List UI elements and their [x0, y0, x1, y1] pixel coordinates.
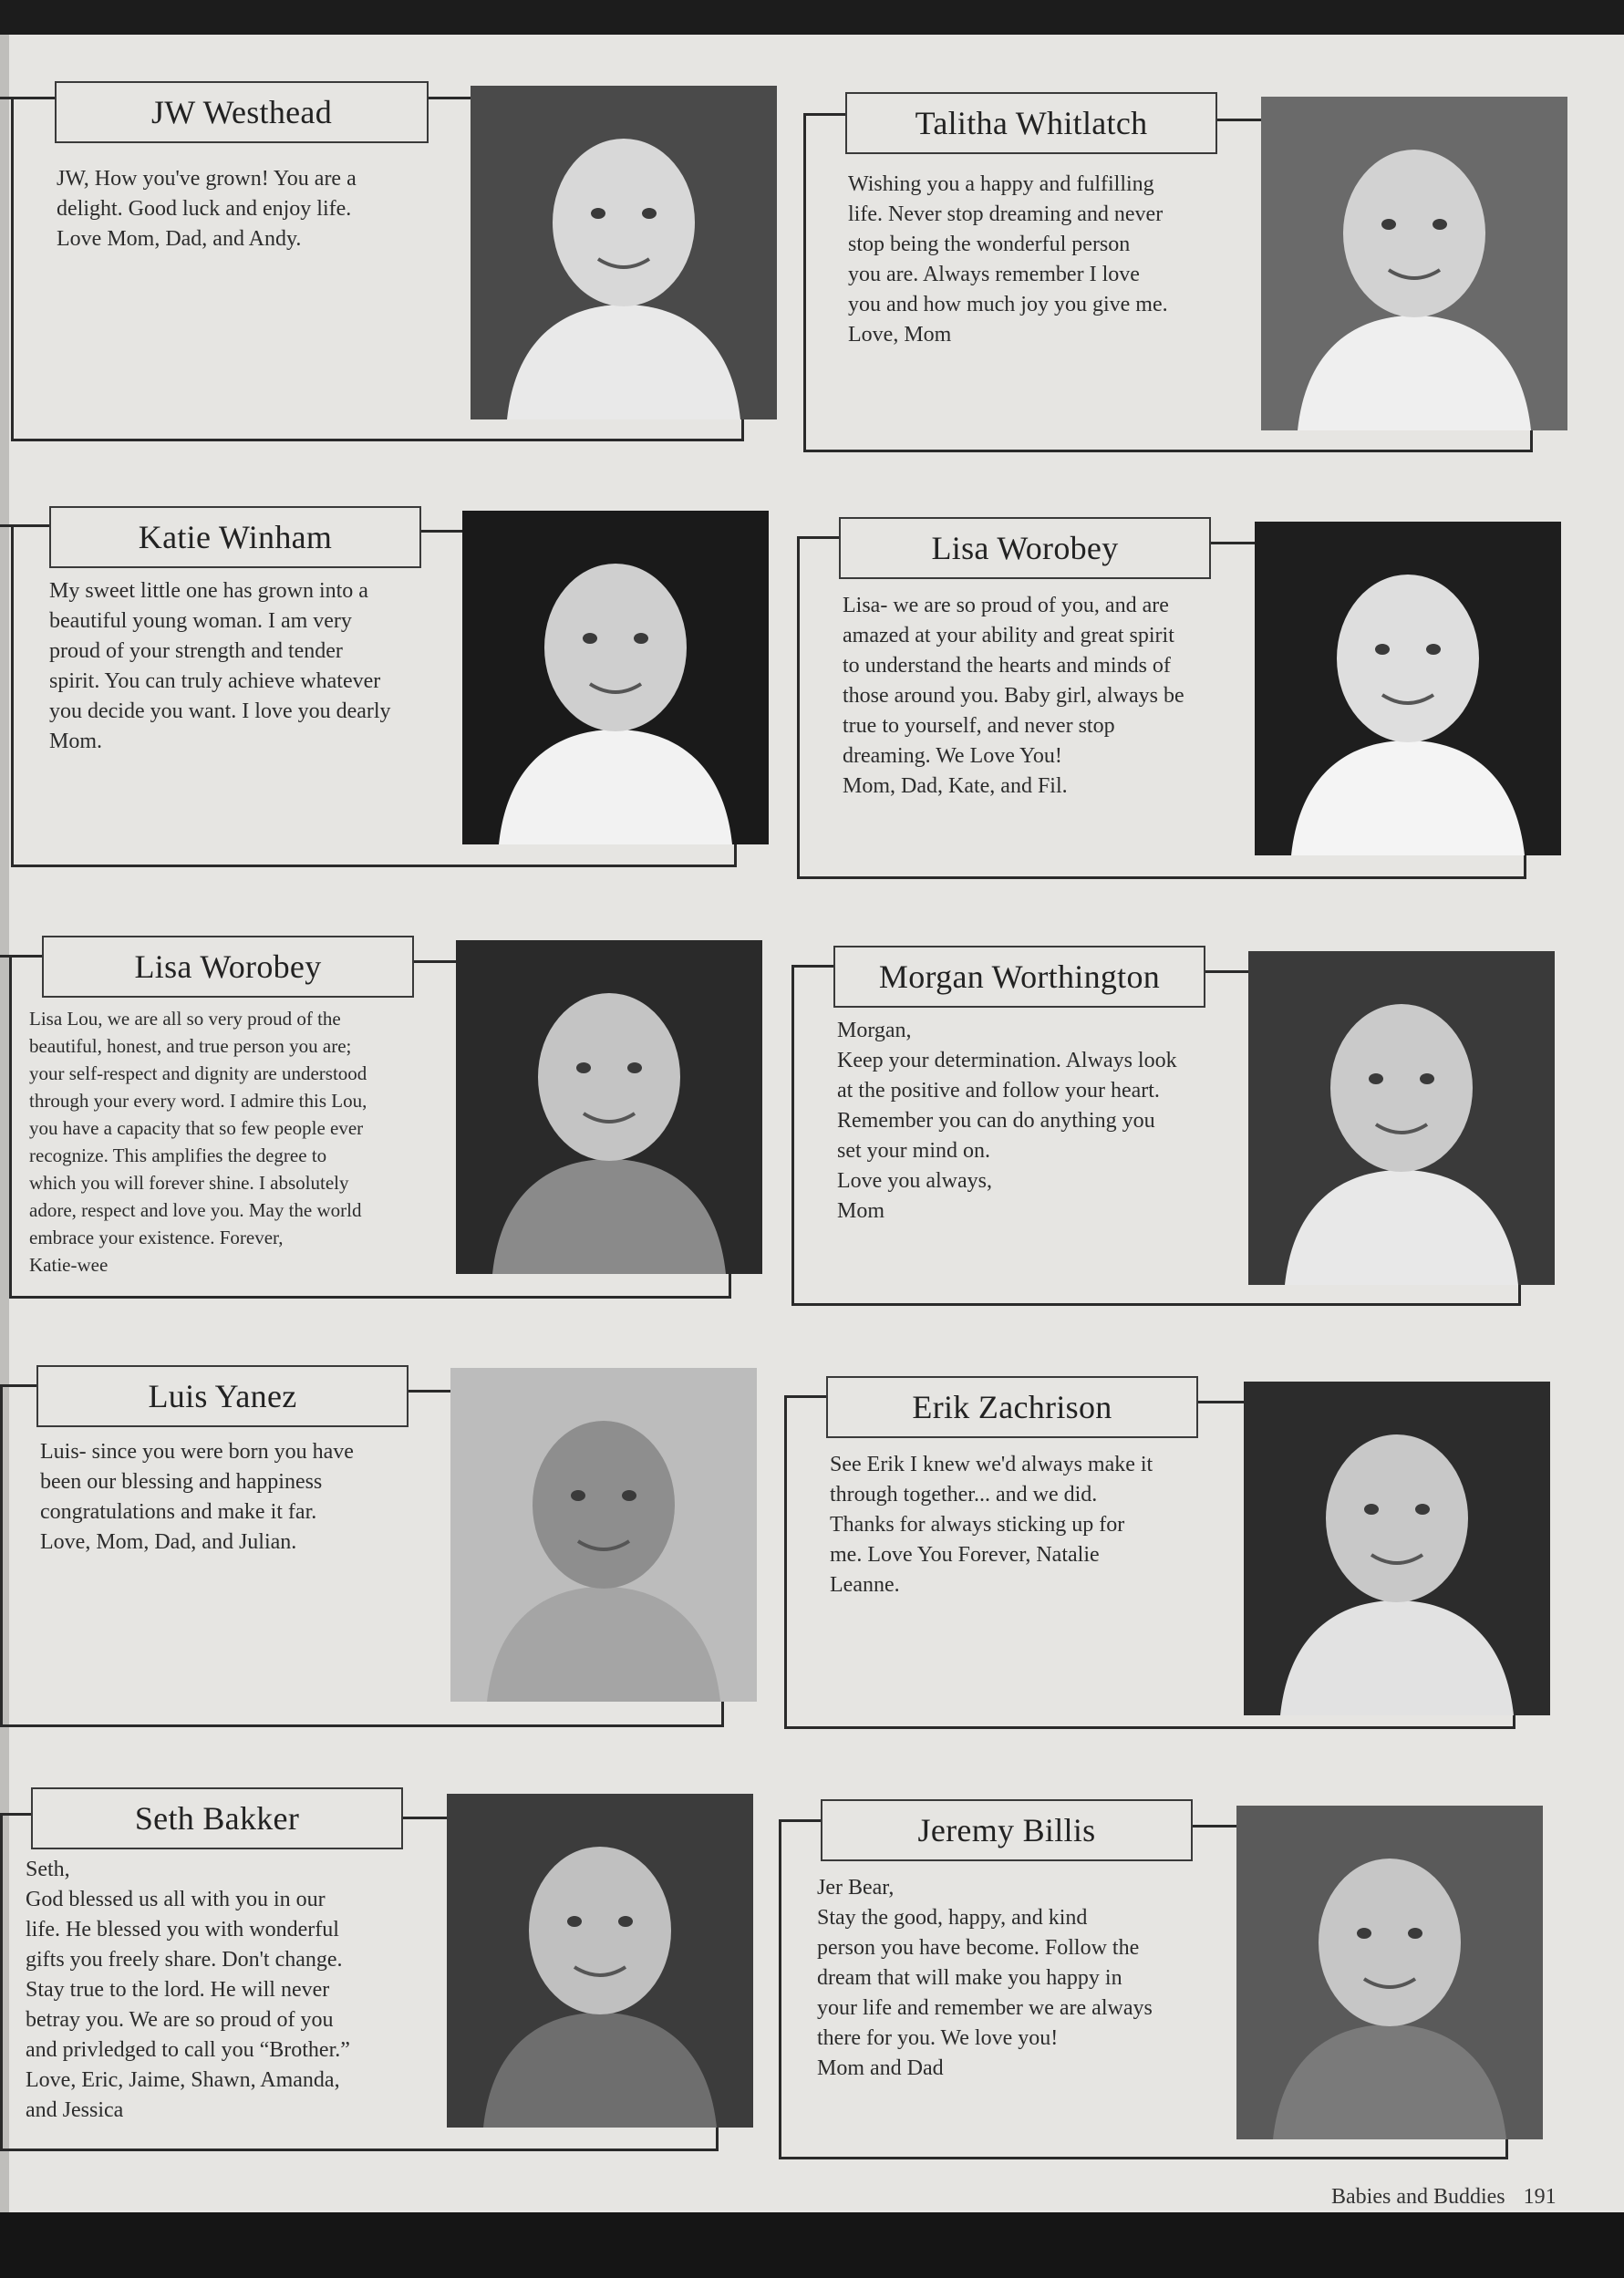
message-line: Lisa- we are so proud of you, and are	[843, 594, 1169, 617]
student-photo	[1248, 951, 1555, 1285]
message-line: those around you. Baby girl, always be	[843, 684, 1184, 708]
message-line: through together... and we did.	[830, 1483, 1098, 1507]
message-line: Love, Mom, Dad, and Julian.	[40, 1530, 297, 1554]
student-photo	[471, 86, 777, 419]
message-line: Luis- since you were born you have	[40, 1440, 354, 1464]
message-line: Lisa Lou, we are all so very proud of the	[29, 1008, 341, 1030]
message-line: delight. Good luck and enjoy life.	[57, 197, 352, 221]
message-line: adore, respect and love you. May the world	[29, 1199, 362, 1221]
frame-top-rule	[429, 97, 474, 99]
student-name: JW Westhead	[55, 81, 429, 143]
student-photo	[1261, 97, 1567, 430]
frame-top-rule	[0, 1384, 36, 1387]
message-line: gifts you freely share. Don't change.	[26, 1948, 343, 1972]
photo-image	[471, 86, 777, 419]
message-line: Love you always,	[837, 1169, 992, 1193]
frame-top-rule	[1211, 542, 1258, 544]
student-name: Luis Yanez	[36, 1365, 409, 1427]
message-line: dream that will make you happy in	[817, 1966, 1122, 1990]
frame-top-rule	[1193, 1825, 1240, 1828]
message-line: you and how much joy you give me.	[848, 293, 1168, 316]
message-line: Stay the good, happy, and kind	[817, 1906, 1088, 1930]
frame-top-rule	[1217, 119, 1265, 121]
frame-top-rule	[0, 524, 49, 527]
frame-top-rule	[409, 1390, 454, 1393]
student-name: Erik Zachrison	[826, 1376, 1198, 1438]
tribute-message	[830, 1450, 1213, 1600]
photo-image	[1244, 1382, 1550, 1715]
frame-top-rule	[797, 536, 839, 539]
message-line: person you have become. Follow the	[817, 1936, 1140, 1960]
student-photo	[1255, 522, 1561, 855]
message-line: Mom and Dad	[817, 2056, 944, 2080]
tribute-message	[817, 1873, 1218, 2084]
frame-top-rule	[803, 113, 845, 116]
message-line: congratulations and make it far.	[40, 1500, 317, 1524]
tribute-message	[57, 164, 476, 254]
frame-top-rule	[791, 965, 833, 968]
message-line: your self-respect and dignity are understood	[29, 1062, 367, 1084]
student-name: Seth Bakker	[31, 1787, 403, 1849]
message-line: recognize. This amplifies the degree to	[29, 1144, 327, 1166]
photo-image	[1255, 522, 1561, 855]
student-photo	[462, 511, 769, 844]
message-line: My sweet little one has grown into a	[49, 579, 368, 603]
message-line: Katie-wee	[29, 1254, 109, 1276]
message-line: which you will forever shine. I absolutely	[29, 1172, 349, 1194]
message-line: you have a capacity that so few people ever	[29, 1117, 364, 1139]
section-title: Babies and Buddies	[1331, 2185, 1505, 2209]
student-photo	[456, 940, 762, 1274]
message-line: been our blessing and happiness	[40, 1470, 323, 1494]
photo-image	[1261, 97, 1567, 430]
message-line: spirit. You can truly achieve whatever	[49, 669, 381, 693]
tribute-message	[843, 591, 1244, 802]
message-line: See Erik I knew we'd always make it	[830, 1453, 1153, 1476]
message-line: and privledged to call you “Brother.”	[26, 2038, 350, 2062]
message-line: embrace your existence. Forever,	[29, 1227, 284, 1248]
message-line: Mom.	[49, 730, 103, 753]
message-line: Morgan,	[837, 1019, 912, 1042]
frame-top-rule	[421, 530, 467, 533]
message-line: there for you. We love you!	[817, 2026, 1059, 2050]
message-line: through your every word. I admire this Lou,	[29, 1090, 367, 1112]
student-name: Katie Winham	[49, 506, 421, 568]
scan-bottom-edge	[0, 2212, 1624, 2278]
photo-image	[1236, 1806, 1543, 2139]
student-name: Morgan Worthington	[833, 946, 1205, 1008]
message-line: Leanne.	[830, 1573, 900, 1597]
student-name: Talitha Whitlatch	[845, 92, 1217, 154]
message-line: me. Love You Forever, Natalie	[830, 1543, 1100, 1567]
page-footer	[1331, 2185, 1557, 2210]
message-line: betray you. We are so proud of you	[26, 2008, 334, 2032]
tribute-message	[848, 170, 1213, 350]
message-line: Jer Bear,	[817, 1876, 895, 1900]
message-line: set your mind on.	[837, 1139, 990, 1163]
tribute-message	[837, 1016, 1238, 1227]
message-line: life. He blessed you with wonderful	[26, 1918, 339, 1941]
message-line: at the positive and follow your heart.	[837, 1079, 1160, 1103]
message-line: your life and remember we are always	[817, 1996, 1153, 2020]
photo-image	[1248, 951, 1555, 1285]
photo-image	[450, 1368, 757, 1702]
message-line: JW, How you've grown! You are a	[57, 167, 357, 191]
message-line: Love, Eric, Jaime, Shawn, Amanda,	[26, 2068, 340, 2092]
photo-image	[447, 1794, 753, 2128]
student-photo	[1244, 1382, 1550, 1715]
message-line: you are. Always remember I love	[848, 263, 1140, 286]
photo-image	[462, 511, 769, 844]
message-line: beautiful young woman. I am very	[49, 609, 352, 633]
message-line: Mom	[837, 1199, 885, 1223]
message-line: true to yourself, and never stop	[843, 714, 1115, 738]
message-line: proud of your strength and tender	[49, 639, 343, 663]
student-name: Lisa Worobey	[839, 517, 1211, 579]
message-line: Seth,	[26, 1858, 70, 1881]
student-photo	[1236, 1806, 1543, 2139]
frame-top-rule	[779, 1819, 821, 1822]
message-line: Wishing you a happy and fulfilling	[848, 172, 1154, 196]
frame-top-rule	[1198, 1401, 1246, 1403]
tribute-message	[26, 1855, 427, 2126]
tribute-message	[29, 1005, 430, 1279]
message-line: dreaming. We Love You!	[843, 744, 1062, 768]
tribute-message	[40, 1437, 423, 1558]
student-name: Jeremy Billis	[821, 1799, 1193, 1861]
frame-top-rule	[1205, 970, 1253, 973]
message-line: amazed at your ability and great spirit	[843, 624, 1174, 647]
message-line: Love Mom, Dad, and Andy.	[57, 227, 302, 251]
frame-top-rule	[0, 955, 42, 958]
frame-top-rule	[0, 1813, 31, 1816]
message-line: Mom, Dad, Kate, and Fil.	[843, 774, 1068, 798]
message-line: Love, Mom	[848, 323, 952, 347]
message-line: to understand the hearts and minds of	[843, 654, 1171, 678]
photo-image	[456, 940, 762, 1274]
message-line: and Jessica	[26, 2098, 124, 2122]
frame-top-rule	[784, 1395, 826, 1398]
message-line: beautiful, honest, and true person you are;	[29, 1035, 352, 1057]
message-line: you decide you want. I love you dearly	[49, 699, 391, 723]
student-photo	[447, 1794, 753, 2128]
message-line: life. Never stop dreaming and never	[848, 202, 1164, 226]
message-line: God blessed us all with you in our	[26, 1888, 326, 1911]
frame-top-rule	[0, 97, 55, 99]
tribute-message	[49, 576, 460, 757]
frame-top-rule	[414, 960, 460, 963]
frame-top-rule	[403, 1817, 449, 1819]
message-line: stop being the wonderful person	[848, 233, 1131, 256]
message-line: Thanks for always sticking up for	[830, 1513, 1125, 1537]
message-line: Remember you can do anything you	[837, 1109, 1155, 1133]
student-photo	[450, 1368, 757, 1702]
message-line: Keep your determination. Always look	[837, 1049, 1177, 1072]
page-number: 191	[1523, 2185, 1557, 2209]
student-name: Lisa Worobey	[42, 936, 414, 998]
message-line: Stay true to the lord. He will never	[26, 1978, 330, 2002]
